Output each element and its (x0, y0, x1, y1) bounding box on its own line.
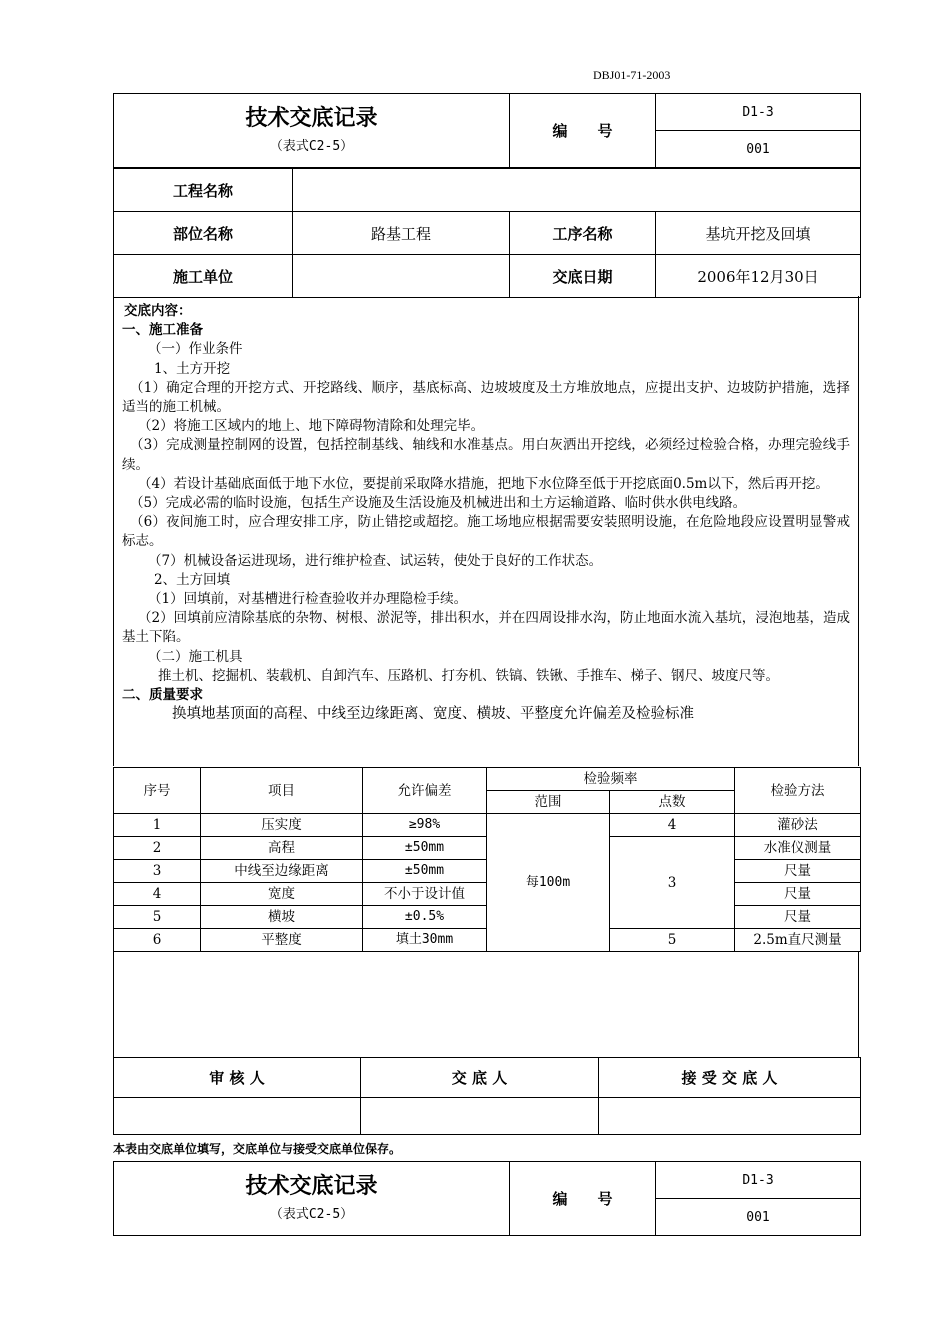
col-header-points: 点数 (610, 791, 735, 814)
row-method: 2.5m直尺测量 (735, 929, 861, 952)
content-line: （3）完成测量控制网的设置，包括控制基线、轴线和水准基点。用白灰洒出开挖线，必须经过检验合格，办理完验线手续。 (122, 437, 850, 473)
col-header-frequency: 检验频率 (487, 768, 735, 791)
row-tolerance: ≥98% (363, 814, 487, 837)
row-item: 中线至边缘距离 (201, 860, 363, 883)
content-line: 换填地基顶面的高程、中线至边缘距离、宽度、横坡、平整度允许偏差及检验标准 (172, 706, 694, 723)
row-tolerance: ±50mm (363, 860, 487, 883)
content-line: 推土机、挖掘机、装载机、自卸汽车、压路机、打夯机、铁镐、铁锹、手推车、梯子、钢尺、坡度尺等。 (158, 667, 779, 684)
row-tolerance: ±50mm (363, 837, 487, 860)
process-name-label: 工序名称 (510, 212, 656, 255)
row-item: 压实度 (201, 814, 363, 837)
discloser-label: 交 底 人 (361, 1058, 599, 1098)
project-name-value[interactable] (293, 169, 861, 212)
row-item: 宽度 (201, 883, 363, 906)
content-line: （4）若设计基础底面低于地下水位，要提前采取降水措施，把地下水位降至低于开挖底面0.5m以下，然后再开挖。 (138, 475, 829, 492)
part-name-value[interactable]: 路基工程 (293, 212, 510, 255)
content-line: （1）回填前，对基槽进行检查验收并办理隐检手续。 (148, 591, 468, 608)
col-header-tolerance: 允许偏差 (363, 768, 487, 814)
row-no: 4 (114, 883, 201, 906)
standard-code: DBJ01-71-2003 (593, 68, 671, 82)
project-name-label: 工程名称 (114, 169, 293, 212)
content-line: （二）施工机具 (148, 648, 243, 665)
row-method: 尺量 (735, 860, 861, 883)
row-item: 平整度 (201, 929, 363, 952)
content-line: 2、土方回填 (154, 571, 231, 588)
form-title-cell (114, 1162, 510, 1236)
footer-note: 本表由交底单位填写，交底单位与接受交底单位保存。 (113, 1142, 402, 1156)
number-bottom: 001 (656, 1199, 861, 1236)
row-method: 尺量 (735, 906, 861, 929)
date-value[interactable]: 2006年12月30日 (656, 255, 861, 298)
date-label: 交底日期 (510, 255, 656, 298)
reviewer-label: 审 核 人 (114, 1058, 361, 1098)
content-blank-area (113, 951, 859, 1057)
form-title: 技术交底记录 (245, 105, 378, 131)
part-name-label: 部位名称 (114, 212, 293, 255)
row-tolerance: 不小于设计值 (363, 883, 487, 906)
content-line: （一）作业条件 (148, 341, 243, 358)
form-title-cell (114, 94, 510, 168)
content-line: 二、质量要求 (122, 687, 203, 704)
contractor-value[interactable] (293, 255, 510, 298)
quality-table (113, 767, 861, 952)
row-tolerance: ±0.5% (363, 906, 487, 929)
content-line: （5）完成必需的临时设施，包括生产设施及生活设施及机械进出和土方运输道路、临时供水供电线路。 (130, 495, 747, 512)
number-label: 编 号 (510, 94, 656, 168)
info-table (113, 168, 861, 298)
number-top: D1-3 (656, 94, 861, 131)
row-item: 横坡 (201, 906, 363, 929)
content-line: （2）将施工区域内的地上、地下障碍物清除和处理完毕。 (138, 418, 485, 435)
contractor-label: 施工单位 (114, 255, 293, 298)
content-line: （6）夜间施工时，应合理安排工序，防止错挖或超挖。施工场地应根据需要安装照明设施，在危险地段应设置明显警戒标志。 (122, 514, 850, 550)
receiver-signature[interactable] (599, 1098, 861, 1135)
row-method: 灌砂法 (735, 814, 861, 837)
col-header-no: 序号 (114, 768, 201, 814)
col-header-item: 项目 (201, 768, 363, 814)
row-method: 尺量 (735, 883, 861, 906)
row-item: 高程 (201, 837, 363, 860)
content-line: 1、土方开挖 (154, 360, 231, 377)
header-table (113, 93, 861, 168)
number-top: D1-3 (656, 1162, 861, 1199)
number-label: 编 号 (510, 1162, 656, 1236)
row-no: 1 (114, 814, 201, 837)
process-name-value[interactable]: 基坑开挖及回填 (656, 212, 861, 255)
discloser-signature[interactable] (361, 1098, 599, 1135)
signature-table (113, 1057, 861, 1135)
col-header-range: 范围 (487, 791, 610, 814)
range-value: 每100m (487, 814, 610, 952)
col-header-method: 检验方法 (735, 768, 861, 814)
row-points: 4 (610, 814, 735, 837)
form-subtitle: （表式C2-5） (269, 1206, 354, 1222)
row-points: 3 (610, 837, 735, 929)
content-line: （1）确定合理的开挖方式、开挖路线、顺序，基底标高、边坡坡度及土方堆放地点，应提出支护、边坡防护措施，选择适当的施工机械。 (122, 379, 850, 416)
row-points: 5 (610, 929, 735, 952)
form-subtitle: （表式C2-5） (269, 138, 354, 154)
content-line: 一、施工准备 (122, 322, 203, 339)
number-bottom: 001 (656, 131, 861, 168)
row-method: 水准仪测量 (735, 837, 861, 860)
row-no: 6 (114, 929, 201, 952)
content-heading: 交底内容： (124, 303, 192, 319)
content-line: （7）机械设备运进现场，进行维护检查、试运转，使处于良好的工作状态。 (148, 552, 603, 569)
content-line: （2）回填前应清除基底的杂物、树根、淤泥等，排出积水，并在四周设排水沟，防止地面水流入基坑，浸泡地基，造成基土下陷。 (122, 610, 850, 646)
reviewer-signature[interactable] (114, 1098, 361, 1135)
form-title: 技术交底记录 (245, 1173, 378, 1199)
row-no: 2 (114, 837, 201, 860)
row-tolerance: 填土30mm (363, 929, 487, 952)
disclosure-content (113, 296, 859, 766)
row-no: 3 (114, 860, 201, 883)
row-no: 5 (114, 906, 201, 929)
receiver-label: 接 受 交 底 人 (599, 1058, 861, 1098)
header-table-repeat (113, 1161, 861, 1236)
